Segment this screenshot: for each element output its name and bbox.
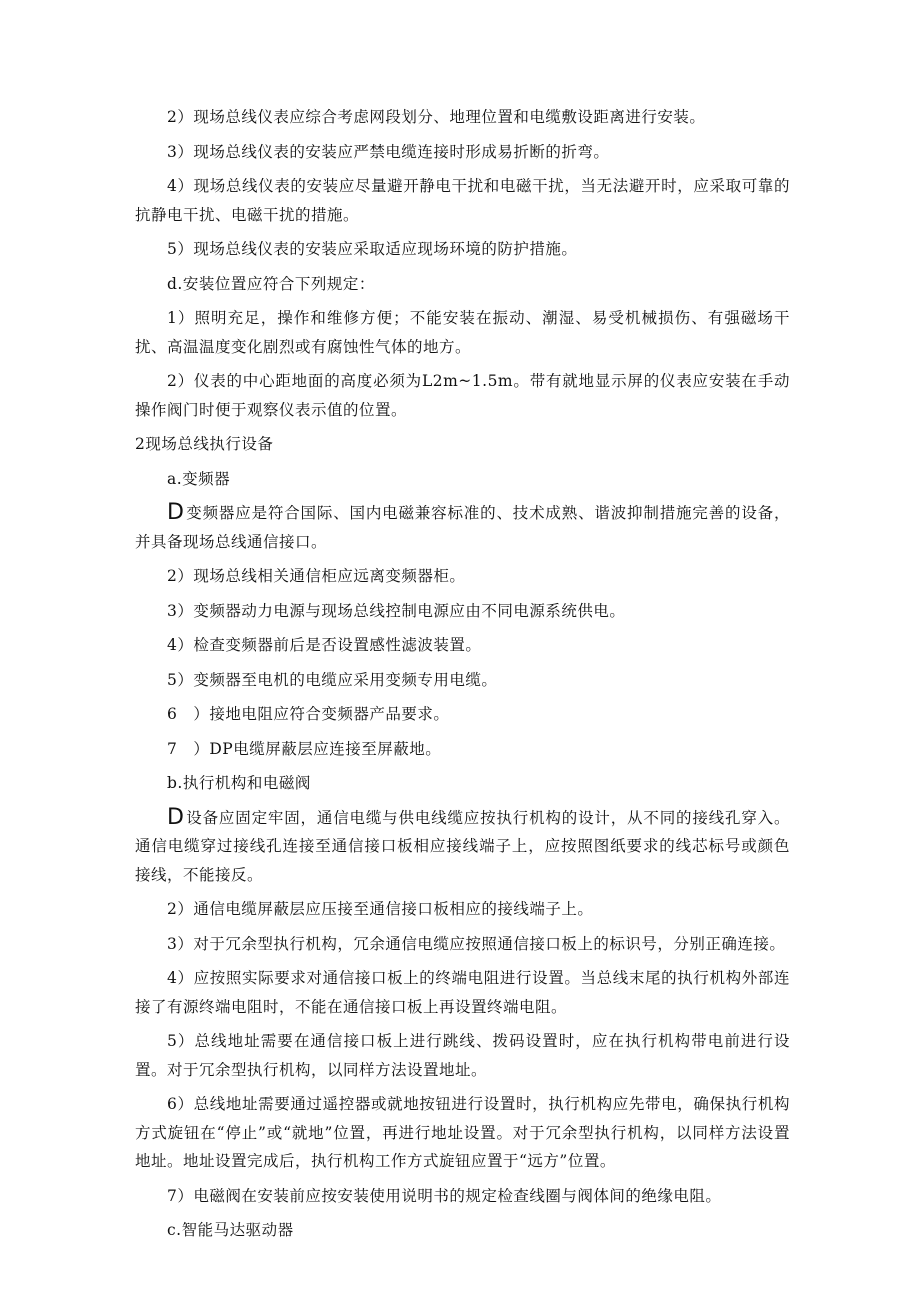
paragraph xyxy=(135,103,790,132)
list-marker: D xyxy=(167,804,184,830)
paragraph-text: a.变频器 xyxy=(167,469,231,488)
paragraph xyxy=(135,895,790,924)
paragraph xyxy=(135,270,790,299)
paragraph xyxy=(135,964,790,1021)
paragraph-text: 2）仪表的中心距地面的高度必须为L2m~1.5m。带有就地显示屏的仪表应安装在手动操作阀门时便于观察仪表示值的位置。 xyxy=(135,372,790,419)
paragraph-text: c.智能马达驱动器 xyxy=(167,1221,294,1239)
paragraph xyxy=(135,499,790,556)
paragraph xyxy=(135,631,790,660)
paragraph-text: 6）总线地址需要通过遥控器或就地按钮进行设置时，执行机构应先带电，确保执行机构方式旋钮在“停止”或“就地”位置，再进行地址设置。对于冗余型执行机构，以同样方法设置地址。地址设置完成后，执行机构工作方式旋钮应置于“远方”位置。 xyxy=(135,1095,790,1170)
paragraph xyxy=(135,367,790,424)
document-body xyxy=(135,103,790,1251)
paragraph xyxy=(135,172,790,229)
paragraph-text: 5）变频器至电机的电缆应采用变频专用电缆。 xyxy=(167,670,498,689)
paragraph-text: 7 ）DP电缆屏蔽层应连接至屏蔽地。 xyxy=(167,739,442,758)
paragraph xyxy=(135,304,790,361)
paragraph-text: 1）照明充足，操作和维修方便；不能安装在振动、潮湿、易受机械损伤、有强磁场干扰、高温温度变化剧烈或有腐蚀性气体的地方。 xyxy=(135,309,790,356)
paragraph xyxy=(135,1182,790,1211)
paragraph-text: d.安装位置应符合下列规定： xyxy=(167,274,375,293)
paragraph-text: 5）总线地址需要在通信接口板上进行跳线、拨码设置时，应在执行机构带电前进行设置。对于冗余型执行机构，以同样方法设置地址。 xyxy=(135,1032,790,1079)
paragraph-text: 2现场总线执行设备 xyxy=(135,435,274,453)
paragraph-text: 4）应按照实际要求对通信接口板上的终端电阻进行设置。当总线末尾的执行机构外部连接了有源终端电阻时，不能在通信接口板上再设置终端电阻。 xyxy=(135,969,790,1016)
paragraph xyxy=(135,1027,790,1084)
paragraph-text: 4）检查变频器前后是否设置感性滤波装置。 xyxy=(167,636,482,654)
paragraph xyxy=(135,1216,790,1245)
paragraph-text: 6 ）接地电阻应符合变频器产品要求。 xyxy=(167,705,450,723)
paragraph-text: 2）现场总线相关通信柜应远离变频器柜。 xyxy=(167,567,466,585)
paragraph xyxy=(135,769,790,798)
list-marker: D xyxy=(167,500,184,525)
paragraph xyxy=(135,430,790,459)
paragraph-text: 2）通信电缆屏蔽层应压接至通信接口板相应的接线端子上。 xyxy=(167,900,594,918)
paragraph xyxy=(135,597,790,626)
paragraph-text: 4）现场总线仪表的安装应尽量避开静电干扰和电磁干扰，当无法避开时，应采取可靠的抗静电干扰、电磁干扰的措施。 xyxy=(135,177,790,224)
paragraph xyxy=(135,700,790,729)
paragraph xyxy=(135,235,790,264)
paragraph xyxy=(135,465,790,494)
paragraph-text: 变频器应是符合国际、国内电磁兼容标准的、技术成熟、谐波抑制措施完善的设备，并具备现场总线通信接口。 xyxy=(135,504,790,551)
paragraph-text: 3）对于冗余型执行机构，冗余通信电缆应按照通信接口板上的标识号，分别正确连接。 xyxy=(167,934,786,953)
paragraph-text: 7）电磁阀在安装前应按安装使用说明书的规定检查线圈与阀体间的绝缘电阻。 xyxy=(167,1186,722,1205)
paragraph-text: 5）现场总线仪表的安装应采取适应现场环境的防护措施。 xyxy=(167,240,578,258)
paragraph xyxy=(135,930,790,959)
paragraph-text: 设备应固定牢固，通信电缆与供电线缆应按执行机构的设计，从不同的接线孔穿入。通信电缆穿过接线孔连接至通信接口板相应接线端子上，应按照图纸要求的线芯标号或颜色接线，不能接反。 xyxy=(135,808,790,884)
paragraph-text: 3）变频器动力电源与现场总线控制电源应由不同电源系统供电。 xyxy=(167,601,626,620)
paragraph xyxy=(135,562,790,591)
paragraph-text: 3）现场总线仪表的安装应严禁电缆连接时形成易折断的折弯。 xyxy=(167,142,610,161)
paragraph xyxy=(135,138,790,167)
paragraph xyxy=(135,804,790,890)
paragraph xyxy=(135,1090,790,1176)
paragraph xyxy=(135,666,790,695)
paragraph-text: 2）现场总线仪表应综合考虑网段划分、地理位置和电缆敷设距离进行安装。 xyxy=(167,108,706,126)
paragraph-text: b.执行机构和电磁阀 xyxy=(167,774,311,792)
paragraph xyxy=(135,735,790,764)
